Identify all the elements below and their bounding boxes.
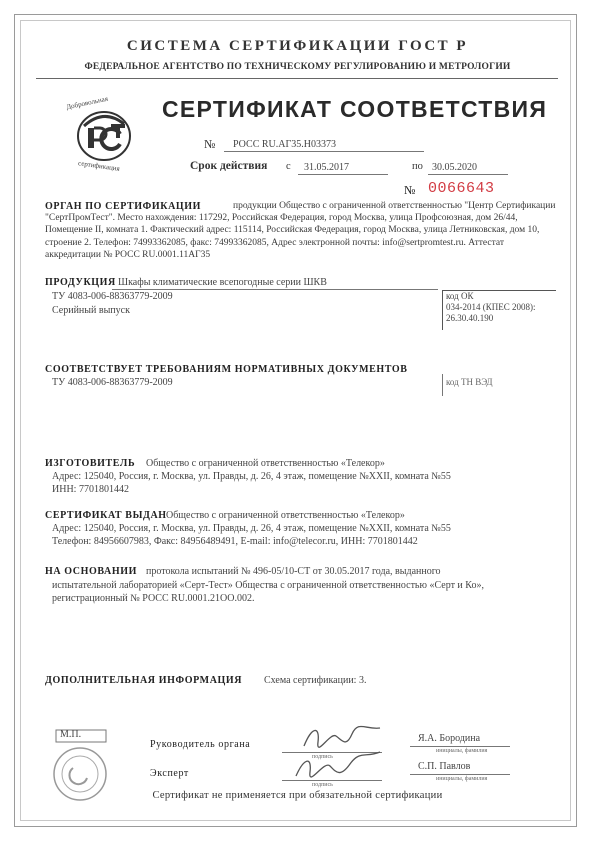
issued-to-contacts: Телефон: 84956607983, Факс: 84956489491, E-mail: info@telecor.ru, ИНН: 7701801442	[52, 536, 418, 547]
basis-line1: протокола испытаний № 496-05/10-СТ от 30.05.2017 года, выданного	[146, 566, 441, 577]
expert-name: С.П. Павлов	[418, 761, 471, 772]
head-initials-hint: инициалы, фамилия	[436, 748, 488, 754]
additional-info-text: Схема сертификации: 3.	[264, 675, 367, 686]
head-label: Руководитель органа	[150, 739, 251, 750]
valid-from: 31.05.2017	[304, 162, 349, 173]
footer-note: Сертификат не применяется при обязательной сертификации	[152, 790, 443, 801]
expert-sign-hint: подпись	[312, 782, 333, 788]
compliance-label: СООТВЕТСТВУЕТ ТРЕБОВАНИЯМ НОРМАТИВНЫХ ДОКУМЕНТОВ	[45, 364, 408, 375]
certification-body-label: ОРГАН ПО СЕРТИФИКАЦИИ	[45, 201, 202, 212]
additional-info-label: ДОПОЛНИТЕЛЬНАЯ ИНФОРМАЦИЯ	[45, 675, 243, 686]
head-name: Я.А. Бородина	[418, 733, 481, 744]
okp-label: код ОК	[446, 291, 474, 301]
product-batch: Серийный выпуск	[52, 305, 130, 316]
certification-body-text: продукции Общество с ограниченной ответственностью "Центр Сертификации "СертПромТест". Место нахождения: 117292, Российская Федерация, город Москва, улица Профсоюзная, дом 26/44, Помещение II, комната 1. Фактический адрес: 115114, Российская Федерация, город Москва, улица Летниковская, дом 10, строение 2. Телефон: 74993362085, факс: 74993362085, Адрес электронной почты: info@sertpromtest.ru. Аттестат аккредитации № РОСС RU.0001.11АГ35	[45, 201, 556, 260]
agency-name: ФЕДЕРАЛЬНОЕ АГЕНТСТВО ПО ТЕХНИЧЕСКОМУ РЕГУЛИРОВАНИЮ И МЕТРОЛОГИИ	[84, 62, 511, 72]
from-label: с	[286, 161, 291, 172]
header-divider	[36, 78, 558, 79]
head-sign-hint: подпись	[312, 754, 333, 760]
validity-label: Срок действия	[190, 160, 268, 172]
logo-bottom-text: сертификация	[77, 159, 121, 173]
issued-to-address: Адрес: 125040, Россия, г. Москва, ул. Правды, д. 26, 4 этаж, помещение №XXII, комната №55	[52, 523, 451, 534]
to-label: по	[412, 161, 423, 172]
manufacturer-inn: ИНН: 7701801442	[52, 484, 129, 495]
manufacturer-name: Общество с ограниченной ответственностью «Телекор»	[146, 458, 385, 469]
valid-to: 30.05.2020	[432, 162, 477, 173]
document-title: СЕРТИФИКАТ СООТВЕТСТВИЯ	[162, 96, 548, 122]
certificate-number: РОСС RU.АГ35.Н03373	[233, 139, 336, 150]
product-spec: ТУ 4083-006-88363779-2009	[52, 291, 173, 302]
okp-code: 034-2014 (КПЕС 2008):	[446, 302, 536, 312]
compliance-spec: ТУ 4083-006-88363779-2009	[52, 377, 173, 388]
stamp-label: М.П.	[60, 729, 82, 740]
basis-line2: испытательной лабораторией «Серт-Тест» Общества с ограниченной ответственностью «Серт и Ко»,	[52, 580, 484, 591]
system-name: СИСТЕМА СЕРТИФИКАЦИИ ГОСТ Р	[126, 38, 469, 54]
product-label: ПРОДУКЦИЯ	[45, 277, 116, 288]
okp-value: 26.30.40.190	[446, 313, 494, 323]
issued-to-name: Общество с ограниченной ответственностью «Телекор»	[166, 510, 405, 521]
manufacturer-label: ИЗГОТОВИТЕЛЬ	[45, 458, 136, 469]
serial-number: 0066643	[428, 180, 495, 197]
expert-signature-icon	[290, 748, 386, 784]
product-name: Шкафы климатические всепогодные серии ШКВ	[118, 277, 327, 288]
issued-to-label: СЕРТИФИКАТ ВЫДАН	[45, 510, 167, 521]
tn-ved-label: код ТН ВЭД	[446, 377, 493, 387]
serial-no-label: №	[404, 183, 416, 197]
okp-code-box	[442, 290, 556, 330]
expert-initials-hint: инициалы, фамилия	[436, 776, 488, 782]
cert-no-label: №	[204, 137, 216, 151]
basis-line3: регистрационный № РОСС RU.0001.21ОО.002.	[52, 593, 255, 604]
basis-label: НА ОСНОВАНИИ	[45, 566, 137, 577]
manufacturer-address: Адрес: 125040, Россия, г. Москва, ул. Правды, д. 26, 4 этаж, помещение №XXII, комната №55	[52, 471, 451, 482]
logo-top-text: Добровольная	[65, 94, 109, 112]
expert-label: Эксперт	[150, 768, 189, 779]
